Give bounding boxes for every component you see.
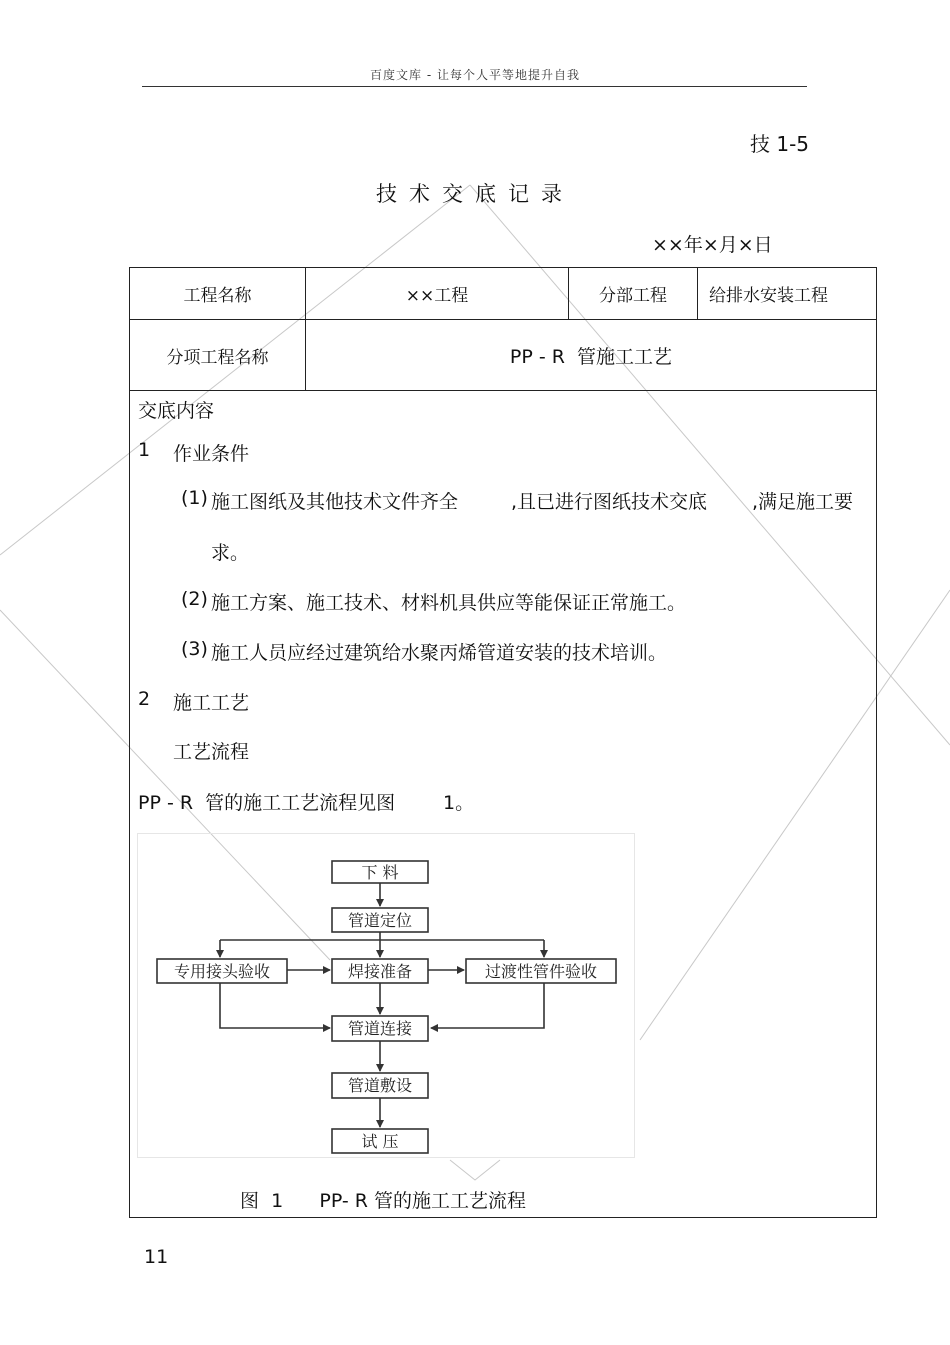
- flow-node-cut-label: 下 料: [361, 863, 399, 882]
- page-number: 11: [144, 1246, 169, 1268]
- item-3-number: (3): [181, 638, 208, 660]
- section-1-title: 作业条件: [173, 443, 250, 465]
- flow-intro-text: PP - R 管的施工工艺流程见图: [138, 792, 396, 814]
- flow-node-test-label: 试 压: [361, 1132, 399, 1151]
- project-name-label: 工程名称: [183, 286, 252, 306]
- flow-node-joint-check-label: 专用接头验收: [173, 962, 271, 981]
- flow-node-connect: [332, 1016, 428, 1041]
- flow-node-weld-prep: [332, 959, 428, 983]
- section-1-number: 1: [138, 439, 151, 461]
- form-number: 技 1-5: [750, 132, 810, 156]
- arrow-transition-to-connect: [431, 983, 544, 1028]
- header-divider: [142, 86, 807, 87]
- flow-intro-figure-ref: 1。: [443, 792, 475, 814]
- division-value-cell: [697, 267, 877, 320]
- division-label-cell: [568, 267, 698, 320]
- item-1-text-c: ,满足施工要: [752, 491, 854, 513]
- content-heading: 交底内容: [138, 400, 215, 422]
- subitem-label-cell: [129, 319, 306, 391]
- flowchart-figure: [137, 833, 635, 1158]
- figure-caption: 图 1 PP- R 管的施工工艺流程: [240, 1190, 527, 1212]
- project-name-label-cell: [129, 267, 306, 320]
- flow-node-transition-check-label: 过渡性管件验收: [484, 962, 598, 981]
- flow-node-test: [332, 1129, 428, 1153]
- subitem-value-cell: [305, 319, 877, 391]
- division-label: 分部工程: [599, 286, 667, 306]
- flow-node-connect-label: 管道连接: [347, 1019, 413, 1038]
- item-3-text: 施工人员应经过建筑给水聚丙烯管道安装的技术培训。: [211, 642, 668, 664]
- flow-node-weld-prep-label: 焊接准备: [347, 962, 413, 981]
- project-name-value-cell: [305, 267, 569, 320]
- flow-heading: 工艺流程: [173, 741, 250, 763]
- flow-node-lay-label: 管道敷设: [347, 1076, 413, 1095]
- flow-node-cut: [332, 861, 428, 883]
- item-1-text-b: ,且已进行图纸技术交底: [511, 491, 708, 513]
- subitem-value: PP - R 管施工工艺: [509, 345, 673, 368]
- project-name-value: ××工程: [405, 286, 469, 306]
- flow-node-lay: [332, 1073, 428, 1098]
- flow-node-position-label: 管道定位: [347, 911, 413, 930]
- division-value: 给排水安装工程: [709, 286, 828, 306]
- item-2-number: (2): [181, 588, 208, 610]
- item-2-text: 施工方案、施工技术、材料机具供应等能保证正常施工。: [211, 592, 687, 614]
- section-2-number: 2: [138, 688, 151, 710]
- item-1-text-d: 求。: [211, 542, 250, 564]
- arrow-joint-to-connect: [220, 983, 330, 1028]
- flow-node-position: [332, 908, 428, 932]
- item-1-text-a: 施工图纸及其他技术文件齐全: [211, 491, 459, 513]
- document-date: ××年×月×日: [652, 234, 773, 256]
- flow-node-joint-check: [157, 959, 287, 983]
- item-1-number: (1): [181, 487, 208, 509]
- subitem-label: 分项工程名称: [166, 347, 269, 368]
- document-title: 技术交底记录: [376, 182, 574, 206]
- site-header: 百度文库 - 让每个人平等地提升自我: [370, 68, 580, 82]
- section-2-title: 施工工艺: [173, 692, 250, 714]
- flow-node-transition-check: [466, 959, 616, 983]
